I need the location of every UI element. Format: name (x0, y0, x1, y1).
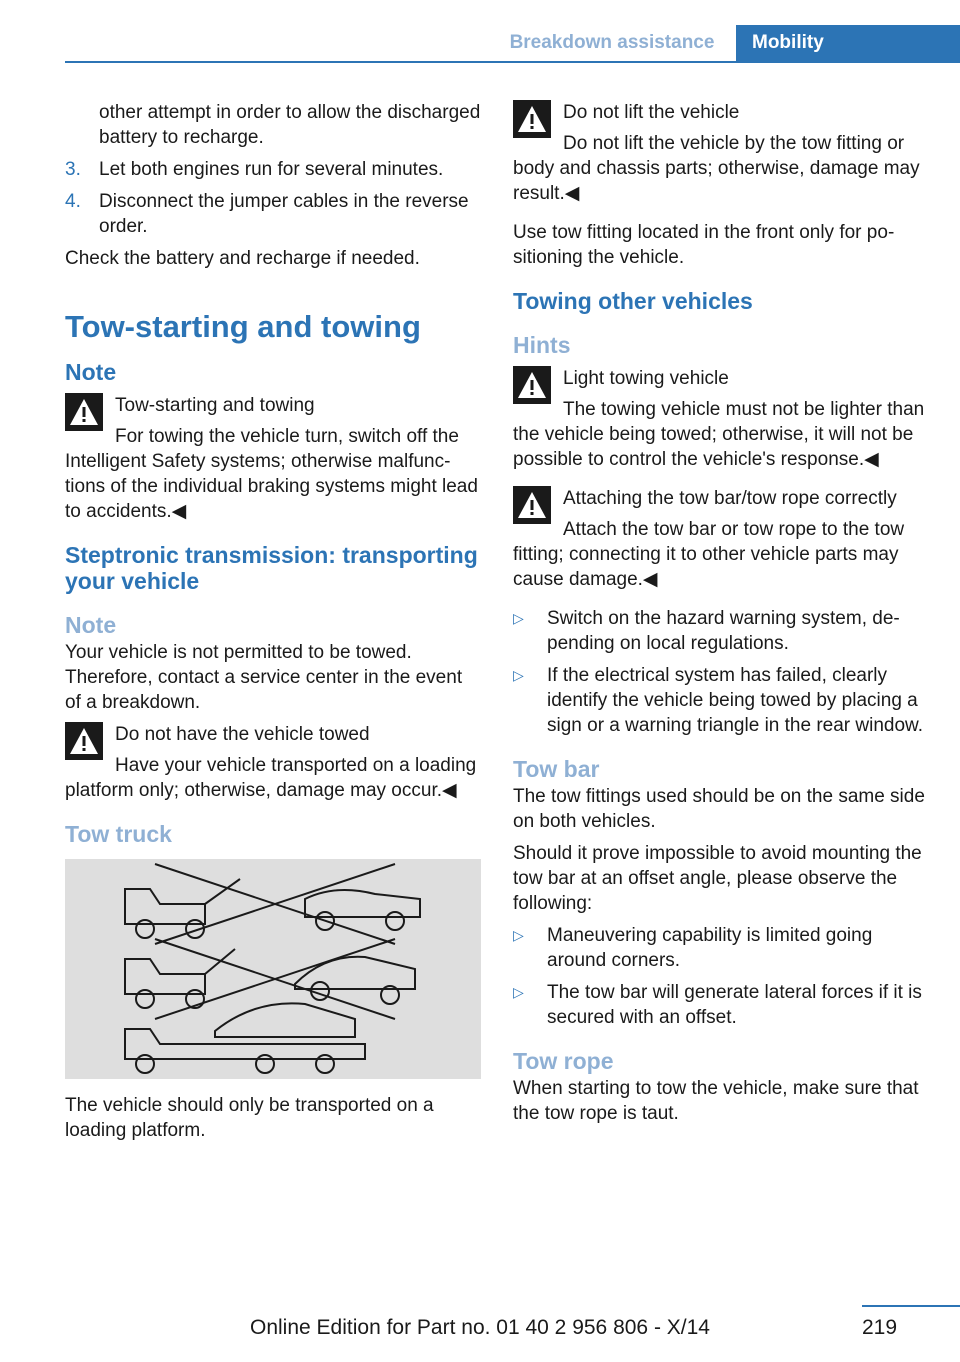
hints-heading: Hints (513, 332, 571, 358)
step-number: 3. (65, 159, 81, 180)
bullet-text: Switch on the hazard warning system, depending on local regulations. (547, 608, 900, 654)
page-number: 219 (862, 1316, 898, 1339)
left-column (65, 100, 481, 1150)
warning-block (513, 486, 929, 592)
bullet-text: The tow bar will generate lateral forces if it is secured with an offset. (547, 982, 922, 1028)
step-list (65, 100, 481, 239)
steptronic-heading: Steptronic transmission: transporting your vehicle (65, 542, 478, 594)
tow-bar-text: Should it prove impossible to avoid mounting the tow bar at an offset angle, please observe the following: (513, 843, 922, 914)
warning-triangle-icon (513, 486, 551, 524)
step-text: Disconnect the jumper cables in the reverse order. (99, 191, 469, 237)
list-item (513, 606, 929, 656)
bullet-list (513, 606, 929, 738)
tow-fitting-text: Use tow fitting located in the front only for positioning the vehicle. (513, 222, 895, 268)
step-text: Let both engines run for several minutes. (99, 159, 444, 180)
main-heading: Tow-starting and towing (65, 309, 421, 344)
header-chapter-tab: Mobility (736, 25, 960, 61)
list-item (65, 189, 481, 239)
warning-triangle-icon (65, 393, 103, 431)
tow-truck-heading: Tow truck (65, 821, 172, 847)
warning-body: Have your vehicle transported on a loading platform only; otherwise, damage may occur.◀ (65, 755, 477, 801)
list-item (65, 157, 481, 182)
warning-body: The towing vehicle must not be lighter than the vehicle being towed; otherwise, it will not be possible to control the vehicle's response.◀ (513, 399, 925, 470)
towing-other-heading: Towing other vehicles (513, 288, 753, 314)
note-heading: Note (65, 359, 117, 385)
tow-truck-drawing (65, 859, 481, 1079)
header-rule (65, 61, 960, 63)
note2-heading: Note (65, 612, 117, 638)
warning-body: Attach the tow bar or tow rope to the tow fitting; connecting it to other vehicle parts may cause damage.◀ (513, 519, 905, 590)
bullet-triangle-icon: ▷ (513, 610, 524, 626)
warning-title: Do not lift the vehicle (563, 102, 740, 123)
warning-triangle-icon (513, 100, 551, 138)
warning-body: For towing the vehicle turn, switch off the Intelligent Safety systems; otherwise malfunctions of the individual braking systems might lead to accidents.◀ (65, 426, 478, 522)
tow-rope-heading: Tow rope (513, 1048, 614, 1074)
tow-truck-illustration (65, 859, 481, 1079)
warning-body: Do not lift the vehicle by the tow fitting or body and chassis parts; otherwise, damage may result.◀ (513, 133, 920, 204)
warning-block (65, 393, 481, 524)
warning-block (65, 722, 481, 803)
tow-bar-text: The tow fittings used should be on the same side on both vehicles. (513, 786, 925, 832)
right-column (513, 100, 929, 1133)
page-number-rule (862, 1305, 960, 1307)
bullet-list (513, 923, 929, 1030)
warning-block (513, 100, 929, 206)
step-number: 4. (65, 191, 81, 212)
warning-title: Tow-starting and towing (115, 395, 315, 416)
figure-caption: The vehicle should only be transported on a loading platform. (65, 1095, 434, 1141)
list-item (513, 663, 929, 738)
bullet-text: Maneuvering capability is limited going around corners. (547, 925, 873, 971)
warning-title: Do not have the vehicle towed (115, 724, 370, 745)
intro-text: other attempt in order to allow the discharged battery to recharge. (99, 102, 481, 148)
tow-bar-heading: Tow bar (513, 756, 600, 782)
footer-edition: Online Edition for Part no. 01 40 2 956 806 - X/14 (250, 1316, 710, 1339)
list-item (65, 100, 481, 150)
bullet-triangle-icon: ▷ (513, 667, 524, 683)
warning-title: Light towing vehicle (563, 368, 729, 389)
list-item (513, 923, 929, 973)
list-item (513, 980, 929, 1030)
warning-triangle-icon (513, 366, 551, 404)
bullet-triangle-icon: ▷ (513, 927, 524, 943)
warning-block (513, 366, 929, 472)
tow-rope-text: When starting to tow the vehicle, make sure that the tow rope is taut. (513, 1078, 919, 1124)
note2-text: Your vehicle is not permitted to be towed. Therefore, contact a service center in the event of a breakdown. (65, 642, 463, 713)
header-section-tab: Breakdown assistance (509, 32, 715, 53)
warning-title: Attaching the tow bar/tow rope correctly (563, 488, 897, 509)
check-text: Check the battery and recharge if needed. (65, 248, 420, 269)
warning-triangle-icon (65, 722, 103, 760)
bullet-text: If the electrical system has failed, clearly identify the vehicle being towed by placing a sign or a warning triangle in the rear window. (547, 665, 923, 736)
bullet-triangle-icon: ▷ (513, 984, 524, 1000)
